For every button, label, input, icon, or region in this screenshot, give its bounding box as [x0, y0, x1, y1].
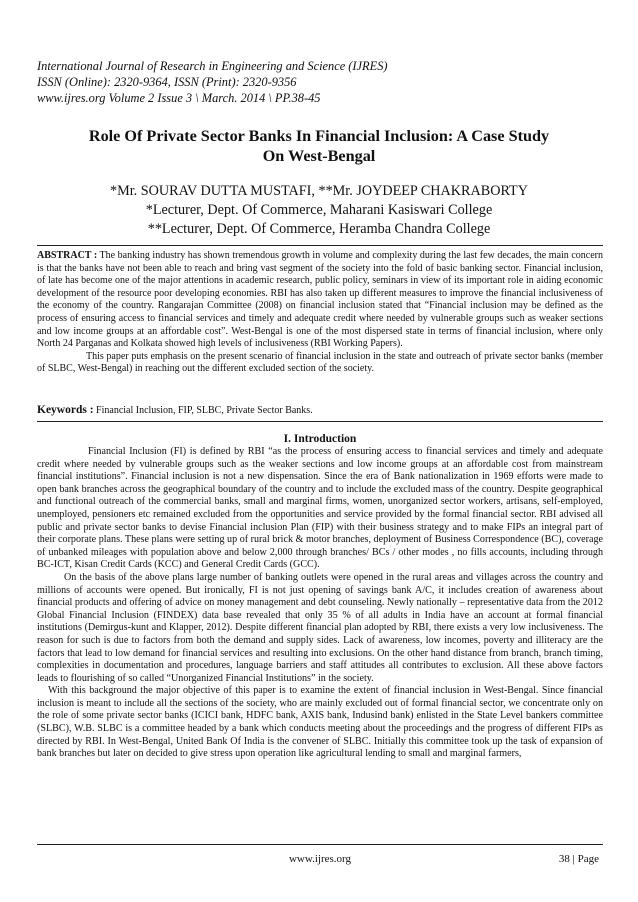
abstract-label: ABSTRACT : [37, 250, 98, 261]
paper-title-line-2: On West-Bengal [262, 147, 376, 165]
authors-block [40, 182, 598, 239]
page-number: 38 | Page [558, 853, 599, 865]
author-names: *Mr. SOURAV DUTTA MUSTAFI, **Mr. JOYDEEP CHAKRABORTY [110, 183, 528, 199]
paper-title [40, 126, 598, 166]
journal-issn: ISSN (Online): 2320-9364, ISSN (Print): 2320-9356 [37, 75, 297, 89]
footer-website: www.ijres.org [288, 853, 352, 865]
paper-title-line-1: Role Of Private Sector Banks In Financial Inclusion: A Case Study [88, 127, 550, 145]
author-affiliation-1: *Lecturer, Dept. Of Commerce, Maharani Kasiswari College [145, 202, 493, 218]
author-affiliation-2: **Lecturer, Dept. Of Commerce, Heramba Chandra College [147, 221, 491, 237]
body-paragraph-1: Financial Inclusion (FI) is defined by RBI “as the process of ensuring access to financial services and timely and adequate credit where needed by vulnerable groups such as the weaker sections and low income groups at an affordable cost from mainstream financial institutions”. Financial inclusion is not a new dispensation. Since the era of Bank nationalization in 1969 efforts were made to open bank branches across the geographical boundary of the country and to include the excluded mass of the country. Despite geographical and functional outreach of the commercial banks, small and marginal firms, women, unorganized sector workers, artisans, self-employed, unemployed, pensioners etc remained excluded from the opportunities and service provided by the formal financial sector. RBI advised all public and private sector banks to devise Financial inclusion Plan (FIP) with their business strategy and to make FIPs an integral part of their corporate plans. These plans were setting up of rural brick & motor branches, deployment of Business Correspondence (BC), coverage of unbanked mileages with population above and below 2,000 through branches/ BCs / other modes , no fills accounts, including through BC-ICT, Kisan Credit Cards (KCC) and General Credit Cards (GCC). [37, 446, 603, 571]
body-paragraph-2: On the basis of the above plans large number of banking outlets were opened in the rural areas and villages across the country and millions of accounts were opened. But ironically, FI is not just opening of savings bank A/C, it includes creation of awareness about financial products and offering of advice on money management and debt counseling. Newly nationally – representative data from the 2012 Global Financial Inclusion (FINDEX) data base revealed that only 35 % of all adults in India have an account at formal financial institutions (Demirgus-kunt and Klapper, 2012). Despite different financial plan adopted by RBI, there exists a very low inclusiveness. The reason for such is due to factors from both the demand and supply sides. Lack of awareness, low incomes, poverty and illiteracy are the factors that lead to low demand for financial services and resulting into exclusions. On the other hand distance from branch, branch timing, complexities in documentation and procedures, language barriers and staff attitudes all contributes to exclusion. All these above factors leads to flourishing of so called “Unorganized Financial Institutions” in the society. [37, 571, 603, 684]
abstract-paragraph-1 [37, 250, 603, 351]
abstract [37, 250, 603, 376]
abstract-text-1: The banking industry has shown tremendous growth in volume and complexity during the last few decades, the main concern is that the banks have not been able to reach and bring vast segment of the society into the fold of basic banking sector. Financial inclusion, of late has become one of the major attentions in academic research, public policy, seminars in view of its important role in aiding economic development of the resource poor developing economies. RBI has also taken up different measures to improve the financial inclusiveness of the economy of the country. Rangarajan Committee (2008) on financial inclusion stated that “Financial inclusion may be defined as the process of ensuring access to financial services and timely and adequate credit where needed by vulnerable groups such as weaker sections and low income groups at an affordable cost”. West-Bengal is one of the most dispersed state in terms of financial inclusion, where only North 24 Parganas and Kolkata showed high levels of inclusiveness (RBI Working Papers). [37, 250, 603, 350]
page-footer [37, 851, 603, 867]
journal-name: International Journal of Research in Engineering and Science (IJRES) [37, 59, 388, 73]
footer-divider [37, 844, 603, 845]
keywords-text: Financial Inclusion, FIP, SLBC, Private Sector Banks. [93, 405, 313, 416]
journal-volume: www.ijres.org Volume 2 Issue 3 \ March. 2014 \ PP.38-45 [37, 91, 321, 105]
section-heading-introduction: I. Introduction [283, 433, 357, 445]
body-paragraph-3: With this background the major objective of this paper is to examine the extent of financial inclusion in West-Bengal. Since financial inclusion is meant to include all the sections of the society, who are mainly excluded out of formal financial sector, we concentrate only on the role of some private sector banks (ICICI bank, HDFC bank, AXIS bank, Indusind bank) enlisted in the State Level bankers committee (SLBC), W.B. SLBC is a committee headed by a bank which conducts meeting about the proceedings and the progress of different FIPs as directed by RBI. In West-Bengal, United Bank Of India is the convener of SLBC. Initially this committee took up the task of expansion of bank branches but later on decided to give stress upon operation like agricultural lending to small and marginal farmers, [37, 685, 603, 760]
introduction-body [37, 446, 603, 761]
abstract-paragraph-2: This paper puts emphasis on the present scenario of financial inclusion in the state and outreach of private sector banks (member of SLBC, West-Bengal) in reaching out the different excluded section of the society. [37, 350, 603, 375]
keywords-label: Keywords : [37, 404, 94, 416]
divider-bottom [37, 421, 603, 422]
keywords [37, 404, 603, 417]
divider-top [37, 245, 603, 246]
journal-header [37, 58, 597, 106]
